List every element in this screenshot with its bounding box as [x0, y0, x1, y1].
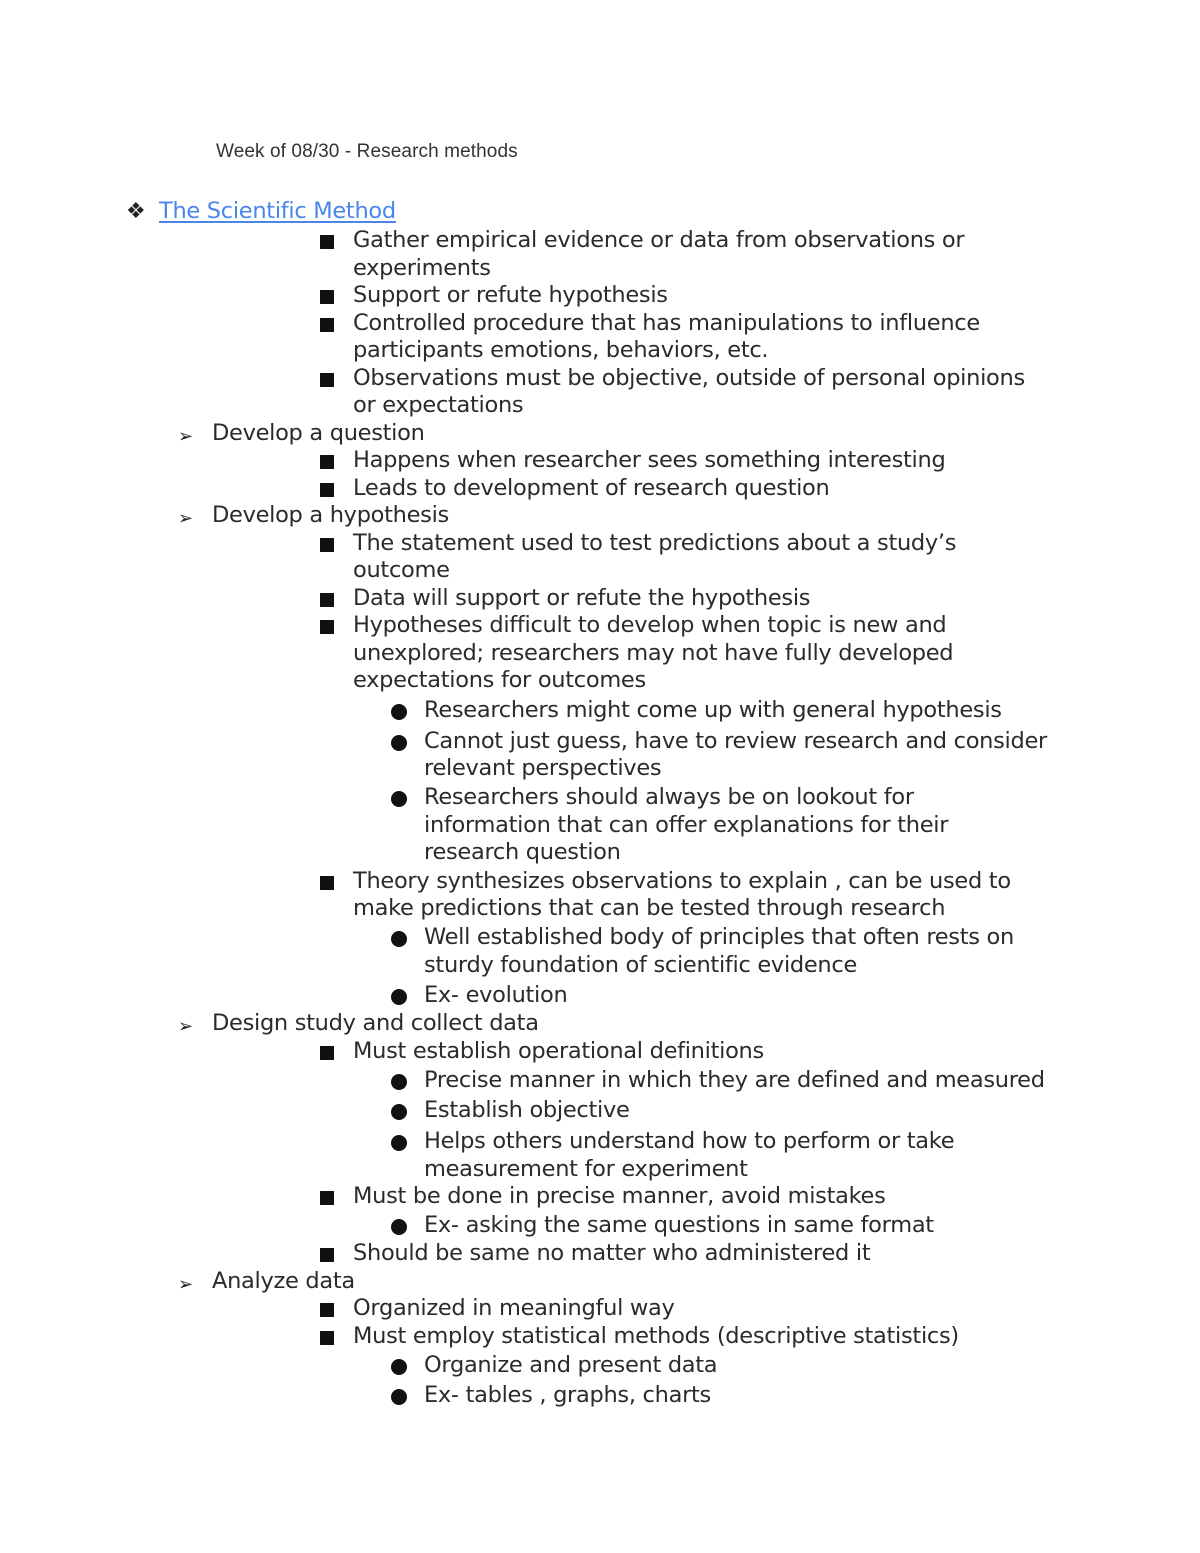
list-item-continuation: unexplored; researchers may not have fully developed: [353, 640, 954, 666]
circle-bullet-icon: [391, 989, 407, 1005]
arrow-bullet-icon: ➢: [178, 1016, 194, 1037]
square-bullet-icon: [320, 318, 334, 332]
circle-bullet-icon: [391, 735, 407, 751]
square-bullet-icon: [320, 483, 334, 497]
square-bullet-icon: [320, 620, 334, 634]
arrow-bullet-icon: ➢: [178, 426, 194, 447]
list-item: Ex- evolution: [424, 982, 568, 1008]
subsection-heading: Develop a hypothesis: [212, 502, 449, 528]
page-title: Week of 08/30 - Research methods: [216, 141, 518, 162]
circle-bullet-icon: [391, 1074, 407, 1090]
list-item: Gather empirical evidence or data from observations or: [353, 227, 965, 253]
square-bullet-icon: [320, 1303, 334, 1317]
section-heading[interactable]: [159, 198, 396, 226]
list-item-continuation: experiments: [353, 255, 491, 281]
list-item-continuation: expectations for outcomes: [353, 667, 646, 693]
list-item-continuation: information that can offer explanations for their: [424, 812, 949, 838]
square-bullet-icon: [320, 1191, 334, 1205]
square-bullet-icon: [320, 290, 334, 304]
circle-bullet-icon: [391, 1359, 407, 1375]
circle-bullet-icon: [391, 1389, 407, 1405]
list-item: Cannot just guess, have to review research and consider: [424, 728, 1047, 754]
square-bullet-icon: [320, 1248, 334, 1262]
square-bullet-icon: [320, 876, 334, 890]
list-item: Researchers should always be on lookout for: [424, 784, 914, 810]
list-item: Well established body of principles that often rests on: [424, 924, 1014, 950]
square-bullet-icon: [320, 1046, 334, 1060]
list-item-continuation: or expectations: [353, 392, 524, 418]
list-item-continuation: participants emotions, behaviors, etc.: [353, 337, 769, 363]
list-item: Happens when researcher sees something interesting: [353, 447, 946, 473]
circle-bullet-icon: [391, 1219, 407, 1235]
list-item: Support or refute hypothesis: [353, 282, 668, 308]
list-item-continuation: measurement for experiment: [424, 1156, 748, 1182]
list-item-continuation: research question: [424, 839, 621, 865]
list-item: Data will support or refute the hypothesis: [353, 585, 811, 611]
subsection-heading: Develop a question: [212, 420, 425, 446]
list-item: Ex- tables , graphs, charts: [424, 1382, 711, 1408]
circle-bullet-icon: [391, 1135, 407, 1151]
list-item: Must establish operational definitions: [353, 1038, 764, 1064]
list-item: Helps others understand how to perform or take: [424, 1128, 955, 1154]
subsection-heading: Analyze data: [212, 1268, 355, 1294]
diamond-bullet-icon: ❖: [126, 199, 146, 224]
list-item: Must be done in precise manner, avoid mistakes: [353, 1183, 886, 1209]
circle-bullet-icon: [391, 704, 407, 720]
list-item-continuation: sturdy foundation of scientific evidence: [424, 952, 858, 978]
square-bullet-icon: [320, 1331, 334, 1345]
square-bullet-icon: [320, 373, 334, 387]
list-item: The statement used to test predictions about a study’s: [353, 530, 957, 556]
circle-bullet-icon: [391, 791, 407, 807]
arrow-bullet-icon: ➢: [178, 1274, 194, 1295]
list-item: Researchers might come up with general hypothesis: [424, 697, 1002, 723]
subsection-heading: Design study and collect data: [212, 1010, 539, 1036]
list-item: Hypotheses difficult to develop when topic is new and: [353, 612, 947, 638]
circle-bullet-icon: [391, 1104, 407, 1120]
square-bullet-icon: [320, 455, 334, 469]
list-item: Organize and present data: [424, 1352, 718, 1378]
arrow-bullet-icon: ➢: [178, 508, 194, 529]
list-item: Precise manner in which they are defined and measured: [424, 1067, 1045, 1093]
list-item: Must employ statistical methods (descriptive statistics): [353, 1323, 959, 1349]
list-item: Ex- asking the same questions in same format: [424, 1212, 934, 1238]
square-bullet-icon: [320, 538, 334, 552]
list-item-continuation: relevant perspectives: [424, 755, 662, 781]
list-item: Establish objective: [424, 1097, 630, 1123]
list-item-continuation: make predictions that can be tested through research: [353, 895, 946, 921]
square-bullet-icon: [320, 593, 334, 607]
square-bullet-icon: [320, 235, 334, 249]
list-item: Controlled procedure that has manipulations to influence: [353, 310, 980, 336]
list-item: Theory synthesizes observations to explain , can be used to: [353, 868, 1011, 894]
list-item: Organized in meaningful way: [353, 1295, 675, 1321]
list-item-continuation: outcome: [353, 557, 450, 583]
scientific-method-link[interactable]: The Scientific Method: [159, 198, 396, 224]
circle-bullet-icon: [391, 931, 407, 947]
list-item: Leads to development of research question: [353, 475, 830, 501]
list-item: Observations must be objective, outside of personal opinions: [353, 365, 1025, 391]
list-item: Should be same no matter who administered it: [353, 1240, 871, 1266]
